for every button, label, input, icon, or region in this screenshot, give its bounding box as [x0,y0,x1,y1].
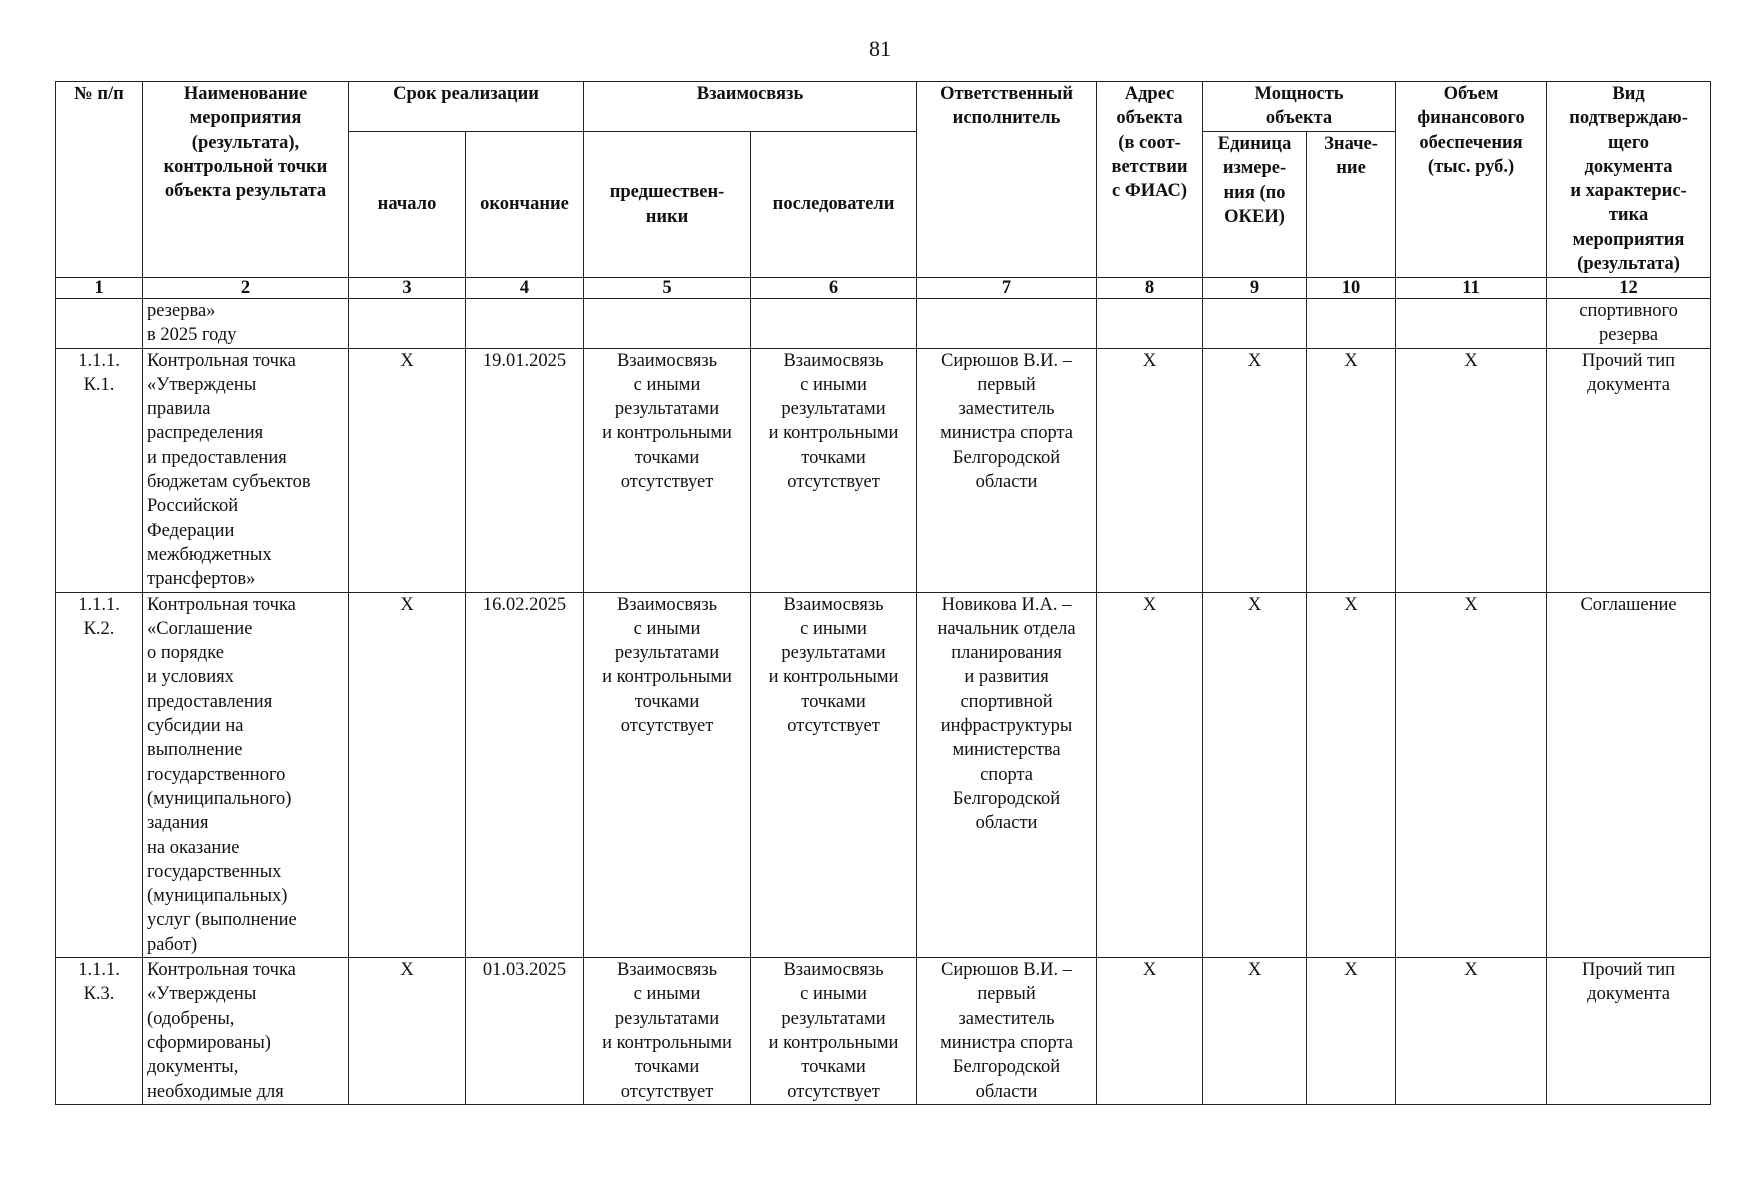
cell-name: Контрольная точка «Утверждены правила распределения и предоставления бюджетам субъектов Российской Федерации межбюджетных трансфертов» [143,348,349,592]
cell-end [466,299,584,349]
column-number: 9 [1203,278,1307,299]
cell-start [349,299,466,349]
header-relation: Взаимосвязь [584,82,917,132]
column-number: 11 [1396,278,1547,299]
cell-end: 19.01.2025 [466,348,584,592]
header-name: Наименование мероприятия (результата), контрольной точки объекта результата [143,82,349,278]
cell-doc: спортивного резерва [1547,299,1711,349]
header-num: № п/п [56,82,143,278]
cell-doc: Прочий тип документа [1547,958,1711,1105]
cell-value: X [1307,592,1396,957]
cell-succ [751,299,917,349]
page-number: 81 [869,36,891,61]
cell-value: X [1307,348,1396,592]
header-term-end: окончание [466,132,584,278]
cell-value [1307,299,1396,349]
column-number: 5 [584,278,751,299]
header-relation-succ: последователи [751,132,917,278]
column-number: 7 [917,278,1097,299]
header-term-start: начало [349,132,466,278]
header-relation-pred: предшествен- ники [584,132,751,278]
header-capacity: Мощность объекта [1203,82,1396,132]
header-funding: Объем финансового обеспечения (тыс. руб.) [1396,82,1547,278]
header-address: Адрес объекта (в соот- ветствии с ФИАС) [1097,82,1203,278]
column-number: 10 [1307,278,1396,299]
cell-num: 1.1.1. К.2. [56,592,143,957]
cell-num [56,299,143,349]
cell-value: X [1307,958,1396,1105]
cell-unit: X [1203,348,1307,592]
cell-num: 1.1.1. К.1. [56,348,143,592]
column-number: 2 [143,278,349,299]
cell-unit: X [1203,958,1307,1105]
header-capacity-unit: Единица измере- ния (по ОКЕИ) [1203,132,1307,278]
cell-succ: Взаимосвязь с иными результатами и контрольными точками отсутствует [751,958,917,1105]
cell-start: X [349,348,466,592]
header-responsible: Ответственный исполнитель [917,82,1097,278]
cell-succ: Взаимосвязь с иными результатами и контрольными точками отсутствует [751,592,917,957]
header-doc-type: Вид подтверждаю- щего документа и характерис- тика мероприятия (результата) [1547,82,1711,278]
table-row [56,348,1711,592]
cell-responsible [917,299,1097,349]
column-number: 1 [56,278,143,299]
cell-pred [584,299,751,349]
table-row [56,958,1711,1105]
header-term: Срок реализации [349,82,584,132]
cell-address: X [1097,958,1203,1105]
cell-name: резерва» в 2025 году [143,299,349,349]
plan-table [55,81,1711,1105]
cell-responsible: Новикова И.А. – начальник отдела планирования и развития спортивной инфраструктуры министерства спорта Белгородской области [917,592,1097,957]
cell-funding [1396,299,1547,349]
column-number: 6 [751,278,917,299]
cell-responsible: Сирюшов В.И. – первый заместитель министра спорта Белгородской области [917,348,1097,592]
cell-address [1097,299,1203,349]
cell-name: Контрольная точка «Утверждены (одобрены, сформированы) документы, необходимые для [143,958,349,1105]
column-number: 8 [1097,278,1203,299]
cell-responsible: Сирюшов В.И. – первый заместитель министра спорта Белгородской области [917,958,1097,1105]
cell-succ: Взаимосвязь с иными результатами и контрольными точками отсутствует [751,348,917,592]
cell-doc: Прочий тип документа [1547,348,1711,592]
header-capacity-value: Значе- ние [1307,132,1396,278]
cell-funding: X [1396,592,1547,957]
cell-name: Контрольная точка «Соглашение о порядке и условиях предоставления субсидии на выполнение государственного (муниципального) задания на оказание государственных (муниципальных) услуг (выполнение работ) [143,592,349,957]
cell-doc: Соглашение [1547,592,1711,957]
column-number: 3 [349,278,466,299]
cell-end: 16.02.2025 [466,592,584,957]
cell-address: X [1097,592,1203,957]
cell-pred: Взаимосвязь с иными результатами и контрольными точками отсутствует [584,348,751,592]
cell-unit [1203,299,1307,349]
cell-start: X [349,958,466,1105]
cell-address: X [1097,348,1203,592]
table-row [56,299,1711,349]
cell-start: X [349,592,466,957]
column-number: 4 [466,278,584,299]
cell-pred: Взаимосвязь с иными результатами и контрольными точками отсутствует [584,592,751,957]
column-number-row [56,278,1711,299]
cell-unit: X [1203,592,1307,957]
cell-num: 1.1.1. К.3. [56,958,143,1105]
cell-funding: X [1396,348,1547,592]
cell-pred: Взаимосвязь с иными результатами и контрольными точками отсутствует [584,958,751,1105]
column-number: 12 [1547,278,1711,299]
cell-funding: X [1396,958,1547,1105]
table-row [56,592,1711,957]
cell-end: 01.03.2025 [466,958,584,1105]
